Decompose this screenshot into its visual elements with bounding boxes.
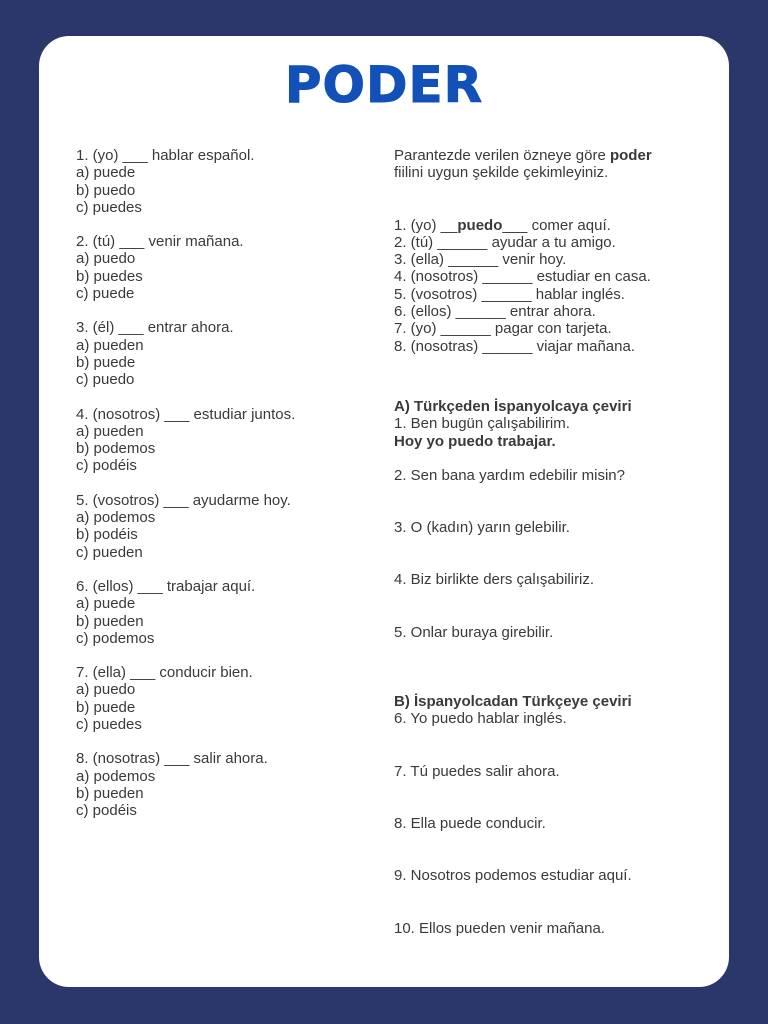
option: b) puede xyxy=(76,353,136,371)
option: b) puedo xyxy=(76,181,136,199)
conjugation-item: 8. (nosotras) ______ viajar mañana. xyxy=(394,337,635,355)
option: a) puede xyxy=(76,595,136,613)
example-answer: puedo xyxy=(457,216,503,234)
instruction xyxy=(394,147,694,182)
question-block xyxy=(76,406,376,475)
option: a) podemos xyxy=(76,509,156,527)
option: b) pueden xyxy=(76,784,144,802)
translation-item: 3. O (kadın) yarın gelebilir. xyxy=(394,519,570,537)
translation-item: 9. Nosotros podemos estudiar aquí. xyxy=(394,867,632,885)
section-b-heading: B) İspanyolcadan Türkçeye çeviri xyxy=(394,693,632,711)
question-text: 5. (vosotros) ___ ayudarme hoy. xyxy=(76,491,291,509)
translation-item: 7. Tú puedes salir ahora. xyxy=(394,762,560,780)
option: b) puede xyxy=(76,698,136,716)
conjugation-item: 5. (vosotros) ______ hablar inglés. xyxy=(394,285,625,303)
question-block xyxy=(76,319,376,388)
option: a) podemos xyxy=(76,767,156,785)
question-block xyxy=(76,578,376,647)
translation-item: 10. Ellos pueden venir mañana. xyxy=(394,919,605,937)
option: c) puede xyxy=(76,285,135,303)
translation-item: 2. Sen bana yardım edebilir misin? xyxy=(394,466,625,484)
translation-item: 5. Onlar buraya girebilir. xyxy=(394,623,554,641)
worksheet-card xyxy=(39,36,729,987)
question-text: 1. (yo) ___ hablar español. xyxy=(76,147,255,164)
translation-item: 8. Ella puede conducir. xyxy=(394,814,546,832)
translation-example-answer: Hoy yo puedo trabajar. xyxy=(394,432,556,450)
translation-item: 6. Yo puedo hablar inglés. xyxy=(394,710,567,728)
section-b xyxy=(394,693,694,937)
section-a xyxy=(394,398,694,641)
translation-example: 1. Ben bugün çalışabilirim. xyxy=(394,415,570,433)
exercise-column xyxy=(394,147,694,937)
option: b) podéis xyxy=(76,526,138,544)
section-a-heading: A) Türkçeden İspanyolcaya çeviri xyxy=(394,397,632,415)
option: a) puedo xyxy=(76,250,136,268)
conjugation-item: 2. (tú) ______ ayudar a tu amigo. xyxy=(394,233,616,251)
option: c) podéis xyxy=(76,457,137,475)
option: a) pueden xyxy=(76,422,144,440)
option: c) puedo xyxy=(76,371,135,389)
option: a) puedo xyxy=(76,681,136,699)
question-text: 2. (tú) ___ venir mañana. xyxy=(76,233,244,251)
question-text: 7. (ella) ___ conducir bien. xyxy=(76,664,253,682)
option: c) pueden xyxy=(76,543,143,561)
option: b) pueden xyxy=(76,612,144,630)
instruction-verb: poder xyxy=(609,147,652,164)
conjugation-example: 1. (yo) __puedo___ comer aquí. xyxy=(394,216,611,234)
translation-item: 4. Biz birlikte ders çalışabiliriz. xyxy=(394,571,595,589)
question-block xyxy=(76,147,376,216)
conjugation-item: 4. (nosotros) ______ estudiar en casa. xyxy=(394,268,651,286)
question-text: 6. (ellos) ___ trabajar aquí. xyxy=(76,577,256,595)
conjugation-list xyxy=(394,217,694,355)
option: c) podemos xyxy=(76,629,155,647)
question-text: 8. (nosotras) ___ salir ahora. xyxy=(76,750,268,768)
page-title: PODER xyxy=(284,56,484,114)
question-block xyxy=(76,750,376,819)
option: c) puedes xyxy=(76,198,142,216)
conjugation-item: 3. (ella) ______ venir hoy. xyxy=(394,251,567,269)
option: a) puede xyxy=(76,164,136,182)
question-block xyxy=(76,664,376,733)
option: b) puedes xyxy=(76,267,143,285)
option: c) puedes xyxy=(76,716,142,734)
option: c) podéis xyxy=(76,802,137,820)
option: b) podemos xyxy=(76,440,156,458)
question-block xyxy=(76,233,376,302)
question-block xyxy=(76,492,376,561)
conjugation-item: 6. (ellos) ______ entrar ahora. xyxy=(394,303,596,321)
option: a) pueden xyxy=(76,336,144,354)
question-text: 3. (él) ___ entrar ahora. xyxy=(76,319,234,337)
question-text: 4. (nosotros) ___ estudiar juntos. xyxy=(76,405,296,423)
instruction-text-2: fiilini uygun şekilde çekimleyiniz. xyxy=(394,164,609,182)
instruction-text: Parantezde verilen özneye göre xyxy=(394,147,610,164)
multiple-choice-column xyxy=(76,147,376,837)
conjugation-item: 7. (yo) ______ pagar con tarjeta. xyxy=(394,320,612,338)
